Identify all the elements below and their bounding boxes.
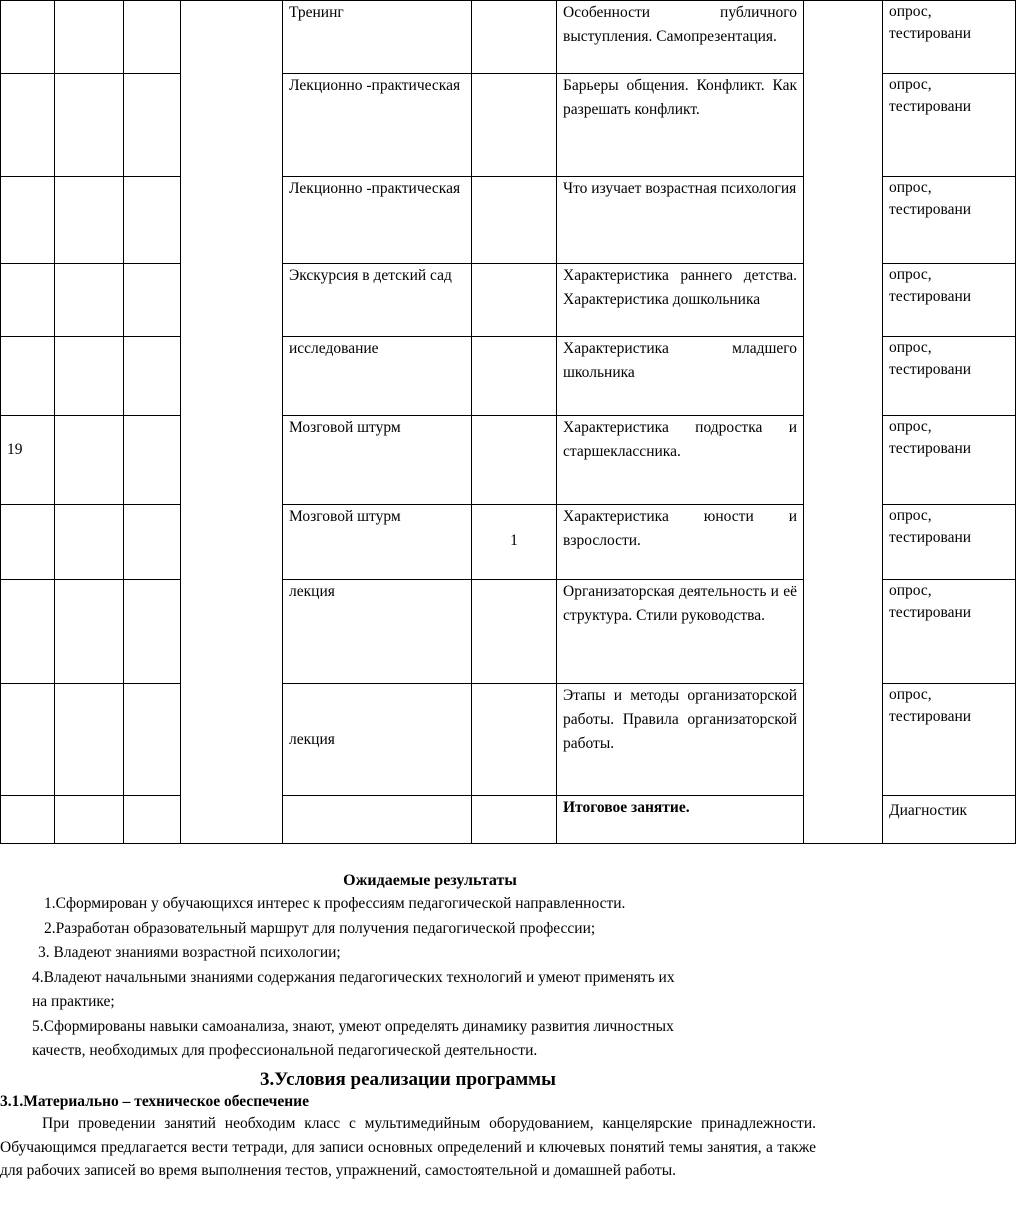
control-text: опрос, тестировани bbox=[889, 507, 972, 546]
cell-num bbox=[1, 684, 55, 796]
result-item: 1.Сформирован у обучающихся интерес к профессиям педагогической направленности. bbox=[44, 895, 626, 912]
cell-empty bbox=[124, 337, 181, 416]
control-text: опрос, тестировани bbox=[889, 339, 972, 378]
result-item-continuation: качеств, необходимых для профессиональной педагогической деятельности. bbox=[32, 1042, 538, 1059]
cell-empty bbox=[55, 684, 124, 796]
cell-form: Лекционно -практическая bbox=[283, 177, 472, 264]
cell-empty bbox=[124, 74, 181, 177]
cell-empty bbox=[55, 580, 124, 684]
cell-topic: Характеристика юности и взрослости. bbox=[557, 505, 804, 580]
cell-control bbox=[883, 580, 1016, 684]
cell-empty bbox=[55, 505, 124, 580]
cell-empty bbox=[55, 177, 124, 264]
result-item: 4.Владеют начальными знаниями содержания педагогических технологий и умеют применять их bbox=[32, 968, 675, 986]
cell-hours bbox=[472, 684, 557, 796]
subsection-title: 3.1.Материально – техническое обеспечение bbox=[0, 1093, 309, 1110]
cell-topic: Барьеры общения. Конфликт. Как разрешать конфликт. bbox=[557, 74, 804, 177]
control-text: Диагностик bbox=[889, 802, 968, 819]
cell-form: Мозговой штурм bbox=[283, 505, 472, 580]
cell-hours bbox=[472, 416, 557, 505]
cell-empty bbox=[55, 337, 124, 416]
cell-num bbox=[1, 177, 55, 264]
cell-hours bbox=[472, 337, 557, 416]
table-row bbox=[1, 1, 1016, 74]
cell-num bbox=[1, 264, 55, 337]
cell-empty bbox=[55, 74, 124, 177]
conditions-section bbox=[0, 1068, 816, 1183]
result-item: 3. Владеют знаниями возрастной психологии; bbox=[38, 944, 341, 961]
cell-empty bbox=[55, 416, 124, 505]
cell-topic: Этапы и методы организаторской работы. Правила организаторской работы. bbox=[557, 684, 804, 796]
cell-topic: Характеристика раннего детства. Характеристика дошкольника bbox=[557, 264, 804, 337]
cell-num bbox=[1, 337, 55, 416]
conditions-paragraph: При проведении занятий необходим класс с мультимедийным оборудованием, канцелярские принадлежности. Обучающимся предлагается вести тетради, для записи основных определений и ключевых понятий темы занятия, а также для рабочих записей во время выполнения тестов, упражнений, самостоятельной и домашней работы. bbox=[0, 1115, 816, 1179]
control-text: опрос, тестировани bbox=[889, 3, 972, 42]
control-text: опрос, тестировани bbox=[889, 686, 972, 725]
cell-hours: 1 bbox=[472, 505, 557, 580]
cell-empty bbox=[124, 796, 181, 844]
control-text: опрос, тестировани bbox=[889, 418, 972, 457]
cell-control bbox=[883, 337, 1016, 416]
cell-num bbox=[1, 1, 55, 74]
cell-control bbox=[883, 684, 1016, 796]
cell-control bbox=[883, 796, 1016, 844]
cell-num bbox=[1, 796, 55, 844]
cell-form: Экскурсия в детский сад bbox=[283, 264, 472, 337]
cell-form bbox=[283, 796, 472, 844]
cell-num bbox=[1, 505, 55, 580]
control-text: опрос, тестировани bbox=[889, 76, 972, 115]
cell-topic: Характеристика младшего школьника bbox=[557, 337, 804, 416]
cell-control bbox=[883, 264, 1016, 337]
section-title: 3.Условия реализации программы bbox=[260, 1069, 556, 1090]
cell-hours bbox=[472, 1, 557, 74]
result-item: 2.Разработан образовательный маршрут для получения педагогической профессии; bbox=[44, 919, 596, 937]
cell-control bbox=[883, 1, 1016, 74]
cell-hours bbox=[472, 580, 557, 684]
cell-form: Лекционно -практическая bbox=[283, 74, 472, 177]
cell-topic: Что изучает возрастная психология bbox=[557, 177, 804, 264]
cell-empty bbox=[124, 177, 181, 264]
cell-empty bbox=[124, 505, 181, 580]
cell-control bbox=[883, 416, 1016, 505]
cell-topic: Особенности публичного выступления. Самопрезентация. bbox=[557, 1, 804, 74]
control-text: опрос, тестировани bbox=[889, 582, 972, 621]
cell-empty bbox=[124, 580, 181, 684]
cell-form: исследование bbox=[283, 337, 472, 416]
result-item: 5.Сформированы навыки самоанализа, знают, умеют определять динамику развития личностных bbox=[32, 1017, 674, 1035]
control-text: опрос, тестировани bbox=[889, 266, 972, 305]
cell-hours bbox=[472, 796, 557, 844]
result-item-continuation: на практике; bbox=[32, 993, 115, 1010]
cell-form: лекция bbox=[283, 684, 472, 796]
cell-num: 19 bbox=[1, 416, 55, 505]
cell-empty bbox=[124, 684, 181, 796]
cell-empty bbox=[124, 416, 181, 505]
cell-empty bbox=[124, 1, 181, 74]
cell-control bbox=[883, 74, 1016, 177]
cell-hours bbox=[472, 264, 557, 337]
cell-num bbox=[1, 74, 55, 177]
cell-topic: Итоговое занятие. bbox=[557, 796, 804, 844]
expected-results bbox=[0, 870, 816, 1064]
cell-num bbox=[1, 580, 55, 684]
cell-form: Мозговой штурм bbox=[283, 416, 472, 505]
cell-control bbox=[883, 505, 1016, 580]
cell-empty bbox=[55, 796, 124, 844]
cell-form: лекция bbox=[283, 580, 472, 684]
cell-merged bbox=[181, 1, 283, 844]
cell-topic: Характеристика подростка и старшеклассника. bbox=[557, 416, 804, 505]
cell-topic: Организаторская деятельность и её структура. Стили руководства. bbox=[557, 580, 804, 684]
cell-control bbox=[883, 177, 1016, 264]
cell-form: Тренинг bbox=[283, 1, 472, 74]
cell-hours bbox=[472, 177, 557, 264]
cell-merged bbox=[804, 1, 883, 844]
cell-empty bbox=[55, 264, 124, 337]
control-text: опрос, тестировани bbox=[889, 179, 972, 218]
results-title: Ожидаемые результаты bbox=[343, 872, 517, 889]
cell-empty bbox=[124, 264, 181, 337]
cell-empty bbox=[55, 1, 124, 74]
cell-hours bbox=[472, 74, 557, 177]
